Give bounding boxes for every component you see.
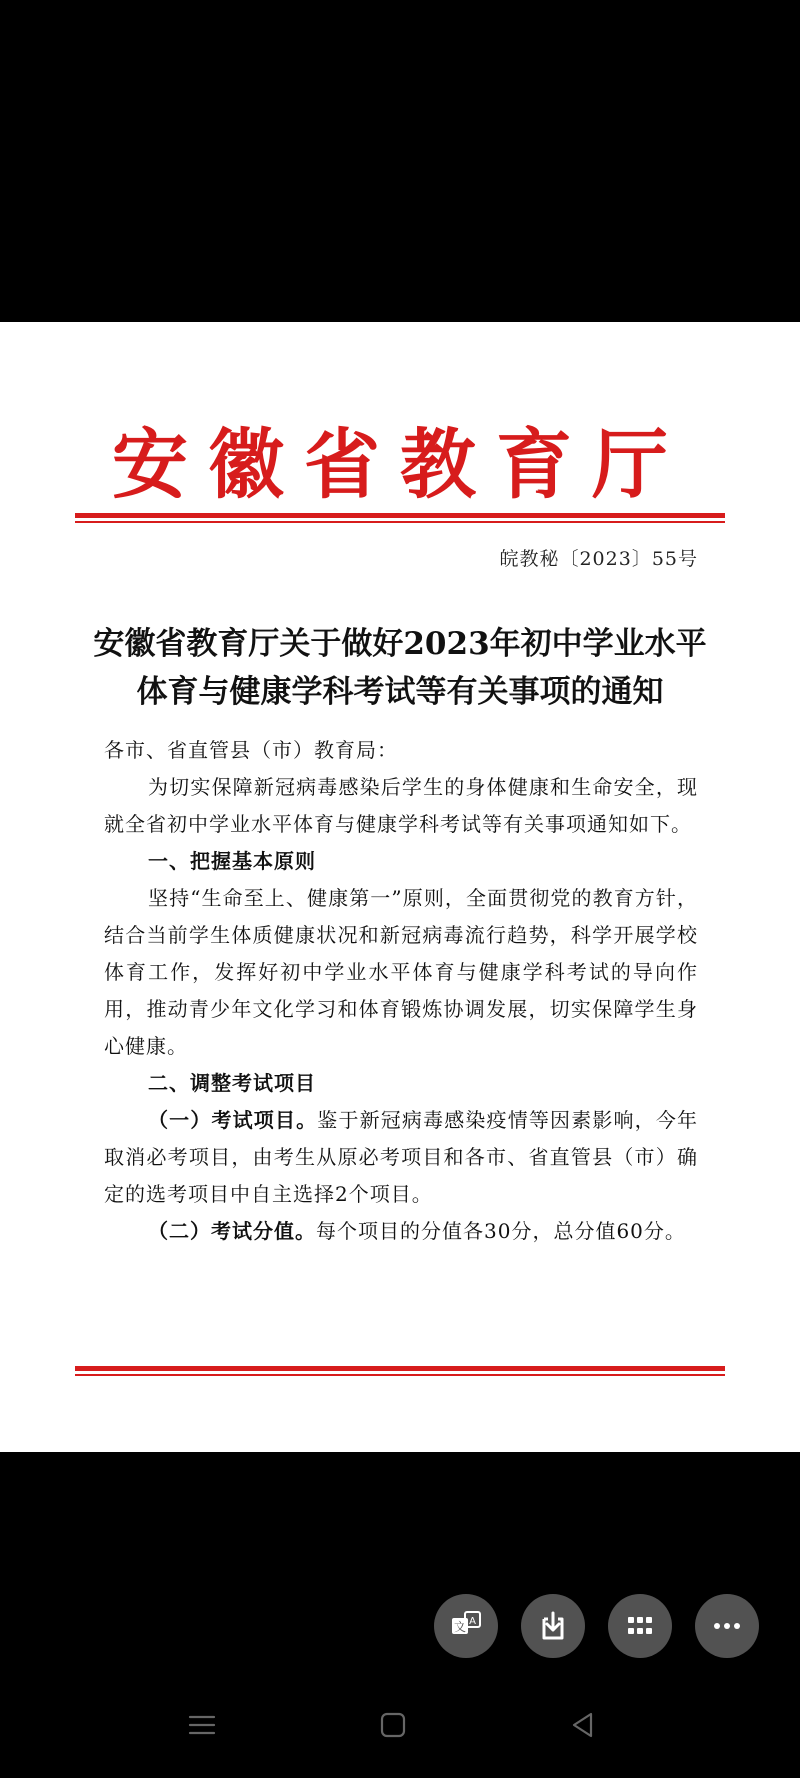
svg-text:文: 文 (453, 1620, 467, 1634)
section2-heading: 二、调整考试项目 (148, 1071, 316, 1095)
svg-text:A: A (469, 1616, 476, 1627)
grid-icon (623, 1609, 657, 1643)
nav-menu-button[interactable] (182, 1705, 222, 1745)
section1-heading: 一、把握基本原则 (148, 849, 316, 873)
download-button[interactable] (521, 1594, 585, 1658)
document-page (0, 322, 800, 1452)
item1-text: 鉴于新冠病毒感染疫情等因素影响，今年取消必考项目，由考生从原必考项目和各市、省直管县（市）确定的选考项目中自主选择2个项目。 (104, 1108, 699, 1206)
issuer-header: 安徽省教育厅 (112, 420, 688, 509)
floating-toolbar (0, 1594, 800, 1658)
download-icon (536, 1609, 570, 1643)
notice-title-line1: 安徽省教育厅关于做好2023年初中学业水平 (93, 626, 707, 662)
item2-label: （二）考试分值。 (148, 1219, 316, 1243)
intro-paragraph: 为切实保障新冠病毒感染后学生的身体健康和生命安全，现就全省初中学业水平体育与健康学科考试等有关事项通知如下。 (104, 775, 698, 836)
item1-label: （一）考试项目。 (148, 1108, 318, 1132)
notice-title (0, 620, 800, 716)
item1-paragraph (104, 1102, 698, 1213)
home-icon (377, 1709, 409, 1741)
red-divider-top (75, 513, 725, 523)
notice-title-line2: 体育与健康学科考试等有关事项的通知 (136, 674, 664, 710)
translate-button[interactable] (434, 1594, 498, 1658)
nav-home-button[interactable] (373, 1705, 413, 1745)
document-body (104, 732, 698, 1250)
nav-back-button[interactable] (563, 1705, 603, 1745)
document-number: 皖教秘〔2023〕55号 (499, 548, 698, 570)
section1-paragraph: 坚持“生命至上、健康第一”原则，全面贯彻党的教育方针，结合当前学生体质健康状况和新冠病毒流行趋势，科学开展学校体育工作，发挥好初中学业水平体育与健康学科考试的导向作用，推动青少年文化学习和体育锻炼协调发展，切实保障学生身心健康。 (104, 886, 698, 1058)
grid-button[interactable] (608, 1594, 672, 1658)
menu-icon (186, 1709, 218, 1741)
red-divider-bottom (75, 1366, 725, 1376)
item2-paragraph (104, 1213, 698, 1250)
more-icon (710, 1609, 744, 1643)
more-button[interactable] (695, 1594, 759, 1658)
salutation: 各市、省直管县（市）教育局： (104, 738, 398, 762)
item2-text: 每个项目的分值各30分，总分值60分。 (316, 1219, 686, 1243)
translate-icon (449, 1609, 483, 1643)
back-icon (567, 1709, 599, 1741)
system-nav-bar (0, 1705, 800, 1755)
